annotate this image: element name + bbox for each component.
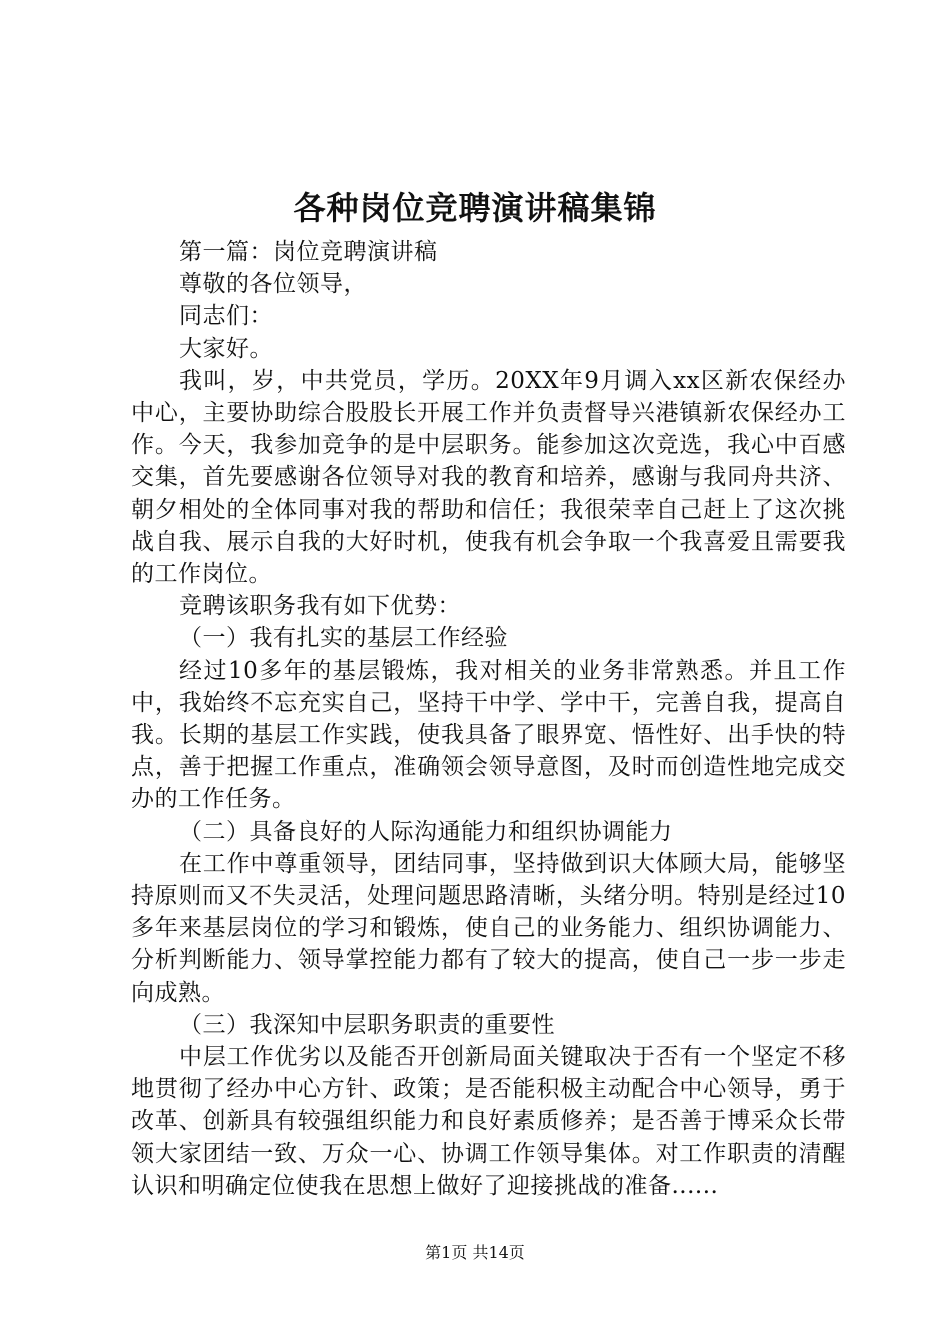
greeting-line: 大家好。 bbox=[179, 335, 273, 362]
body-paragraph: 我叫，岁，中共党员，学历。20XX年9月调入xx区新农保经办中心，主要协助综合股股长开展工作并负责督导兴港镇新农保经办工作。今天，我参加竞争的是中层职务。能参加这次竞选，我心中百感交集，首先要感谢各位领导对我的教育和培养，感谢与我同舟共济、朝夕相处的全体同事对我的帮助和信任；我很荣幸自己赶上了这次挑战自我、展示自我的大好时机，使我有机会争取一个我喜爱且需要我的工作岗位。 bbox=[131, 367, 846, 588]
subsection-heading: （三）我深知中层职务职责的重要性 bbox=[179, 1011, 555, 1038]
document-body bbox=[131, 236, 846, 1202]
body-paragraph: 经过10多年的基层锻炼，我对相关的业务非常熟悉。并且工作中，我始终不忘充实自己，坚持干中学、学中干，完善自我，提高自我。长期的基层工作实践，使我具备了眼界宽、悟性好、出手快的特点，善于把握工作重点，准确领会领导意图，及时而创造性地完成交办的工作任务。 bbox=[131, 657, 846, 813]
body-paragraph: 竞聘该职务我有如下优势： bbox=[179, 593, 461, 620]
page-number-footer: 第1页 共14页 bbox=[425, 1243, 525, 1262]
body-paragraph: 中层工作优劣以及能否开创新局面关键取决于否有一个坚定不移地贯彻了经办中心方针、政策；是否能积极主动配合中心领导，勇于改革、创新具有较强组织能力和良好素质修养；是否善于博采众长带领大家团结一致、万众一心、协调工作领导集体。对工作职责的清醒认识和明确定位使我在思想上做好了迎接挑战的准备...... bbox=[131, 1044, 846, 1199]
subsection-heading: （一）我有扎实的基层工作经验 bbox=[179, 625, 508, 652]
section-heading: 第一篇：岗位竞聘演讲稿 bbox=[179, 239, 438, 265]
salutation-line: 尊敬的各位领导， bbox=[179, 271, 367, 298]
subsection-heading: （二）具备良好的人际沟通能力和组织协调能力 bbox=[179, 818, 673, 845]
salutation-line: 同志们： bbox=[179, 303, 273, 330]
body-paragraph: 在工作中尊重领导，团结同事，坚持做到识大体顾大局，能够坚持原则而又不失灵活，处理问题思路清晰，头绪分明。特别是经过10多年来基层岗位的学习和锻炼，使自己的业务能力、组织协调能力、分析判断能力、领导掌控能力都有了较大的提高，使自己一步一步走向成熟。 bbox=[131, 850, 846, 1006]
document-title: 各种岗位竞聘演讲稿集锦 bbox=[293, 189, 657, 227]
